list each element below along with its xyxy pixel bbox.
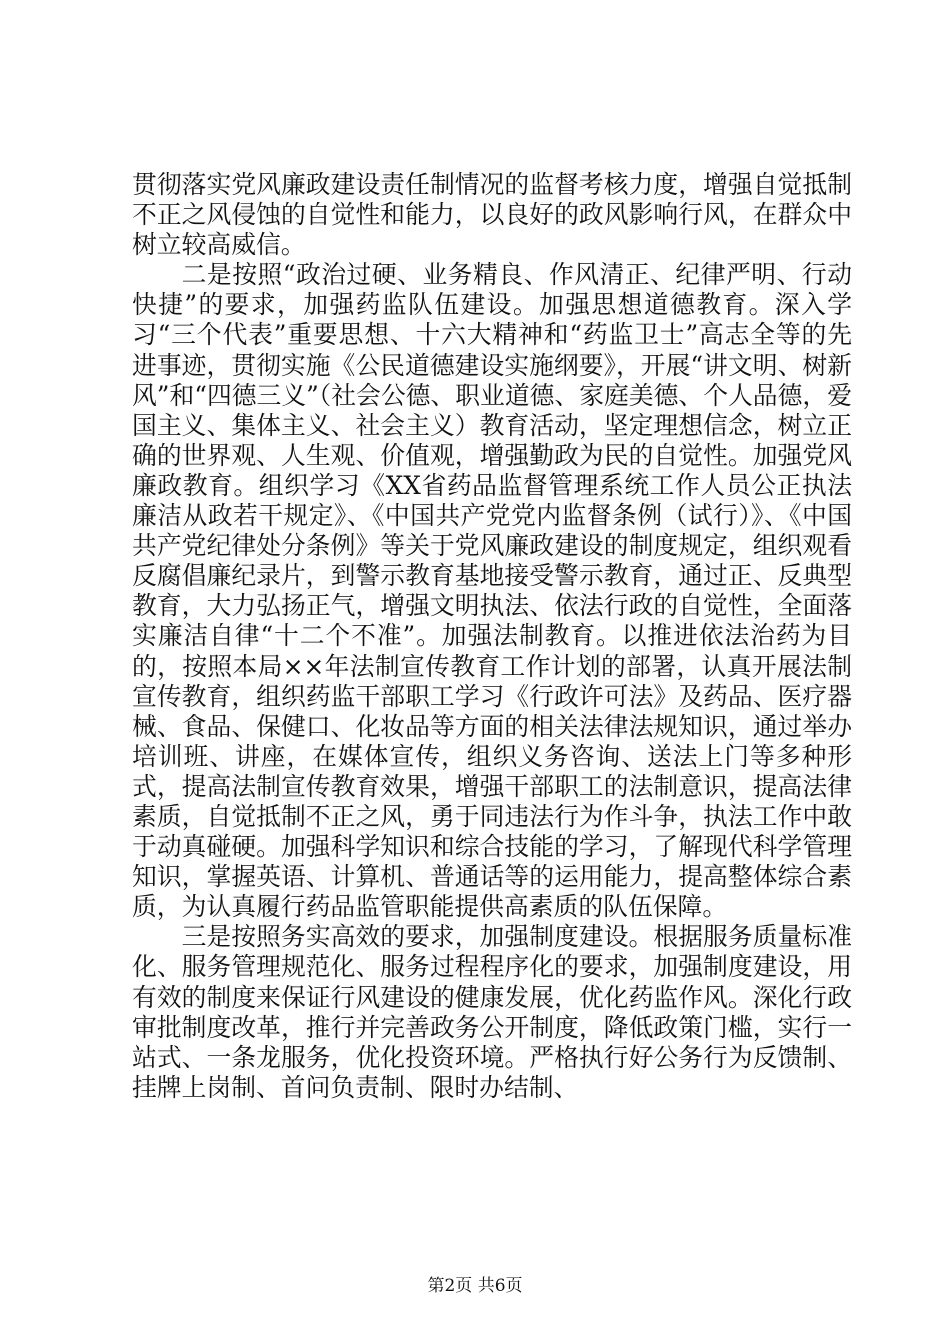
paragraph-point-three: 三是按照务实高效的要求，加强制度建设。根据服务质量标准化、服务管理规范化、服务过程程序化的要求，加强制度建设，用有效的制度来保证行风建设的健康发展，优化药监作风。深化行政审批制度改革，推行并完善政务公开制度，降低政策门槛，实行一站式、一条龙服务，优化投资环境。严格执行好公务行为反馈制、挂牌上岗制、首问负责制、限时办结制、 [132, 922, 852, 1102]
paragraph-point-two: 二是按照“政治过硬、业务精良、作风清正、纪律严明、行动快捷”的要求，加强药监队伍建设。加强思想道德教育。深入学习“三个代表”重要思想、十六大精神和“药监卫士”高志全等的先进事迹，贯彻实施《公民道德建设实施纲要》，开展“讲文明、树新风”和“四德三义”（社会公德、职业道德、家庭美德、个人品德，爱国主义、集体主义、社会主义）教育活动，坚定理想信念，树立正确的世界观、人生观、价值观，增强勤政为民的自觉性。加强党风廉政教育。组织学习《XX省药品监督管理系统工作人员公正执法廉洁从政若干规定》、《中国共产党党内监督条例（试行）》、《中国共产党纪律处分条例》等关于党风廉政建设的制度规定，组织观看反腐倡廉纪录片，到警示教育基地接受警示教育，通过正、反典型教育，大力弘扬正气，增强文明执法、依法行政的自觉性，全面落实廉洁自律“十二个不准”。加强法制教育。以推进依法治药为目的，按照本局××年法制宣传教育工作计划的部署，认真开展法制宣传教育，组织药监干部职工学习《行政许可法》及药品、医疗器械、食品、保健口、化妆品等方面的相关法律法规知识，通过举办培训班、讲座，在媒体宣传，组织义务咨询、送法上门等多种形式，提高法制宣传教育效果，增强干部职工的法制意识，提高法律素质，自觉抵制不正之风，勇于同违法行为作斗争，执法工作中敢于动真碰硬。加强科学知识和综合技能的学习，了解现代科学管理知识，掌握英语、计算机、普通话等的运用能力，提高整体综合素质，为认真履行药品监管职能提供高素质的队伍保障。 [132, 260, 852, 922]
paragraph-continuation: 贯彻落实党风廉政建设责任制情况的监督考核力度，增强自觉抵制不正之风侵蚀的自觉性和能力，以良好的政风影响行风，在群众中树立较高威信。 [132, 170, 852, 260]
page-footer: 第2页 共6页 [427, 1276, 523, 1296]
document-body [132, 170, 852, 1103]
